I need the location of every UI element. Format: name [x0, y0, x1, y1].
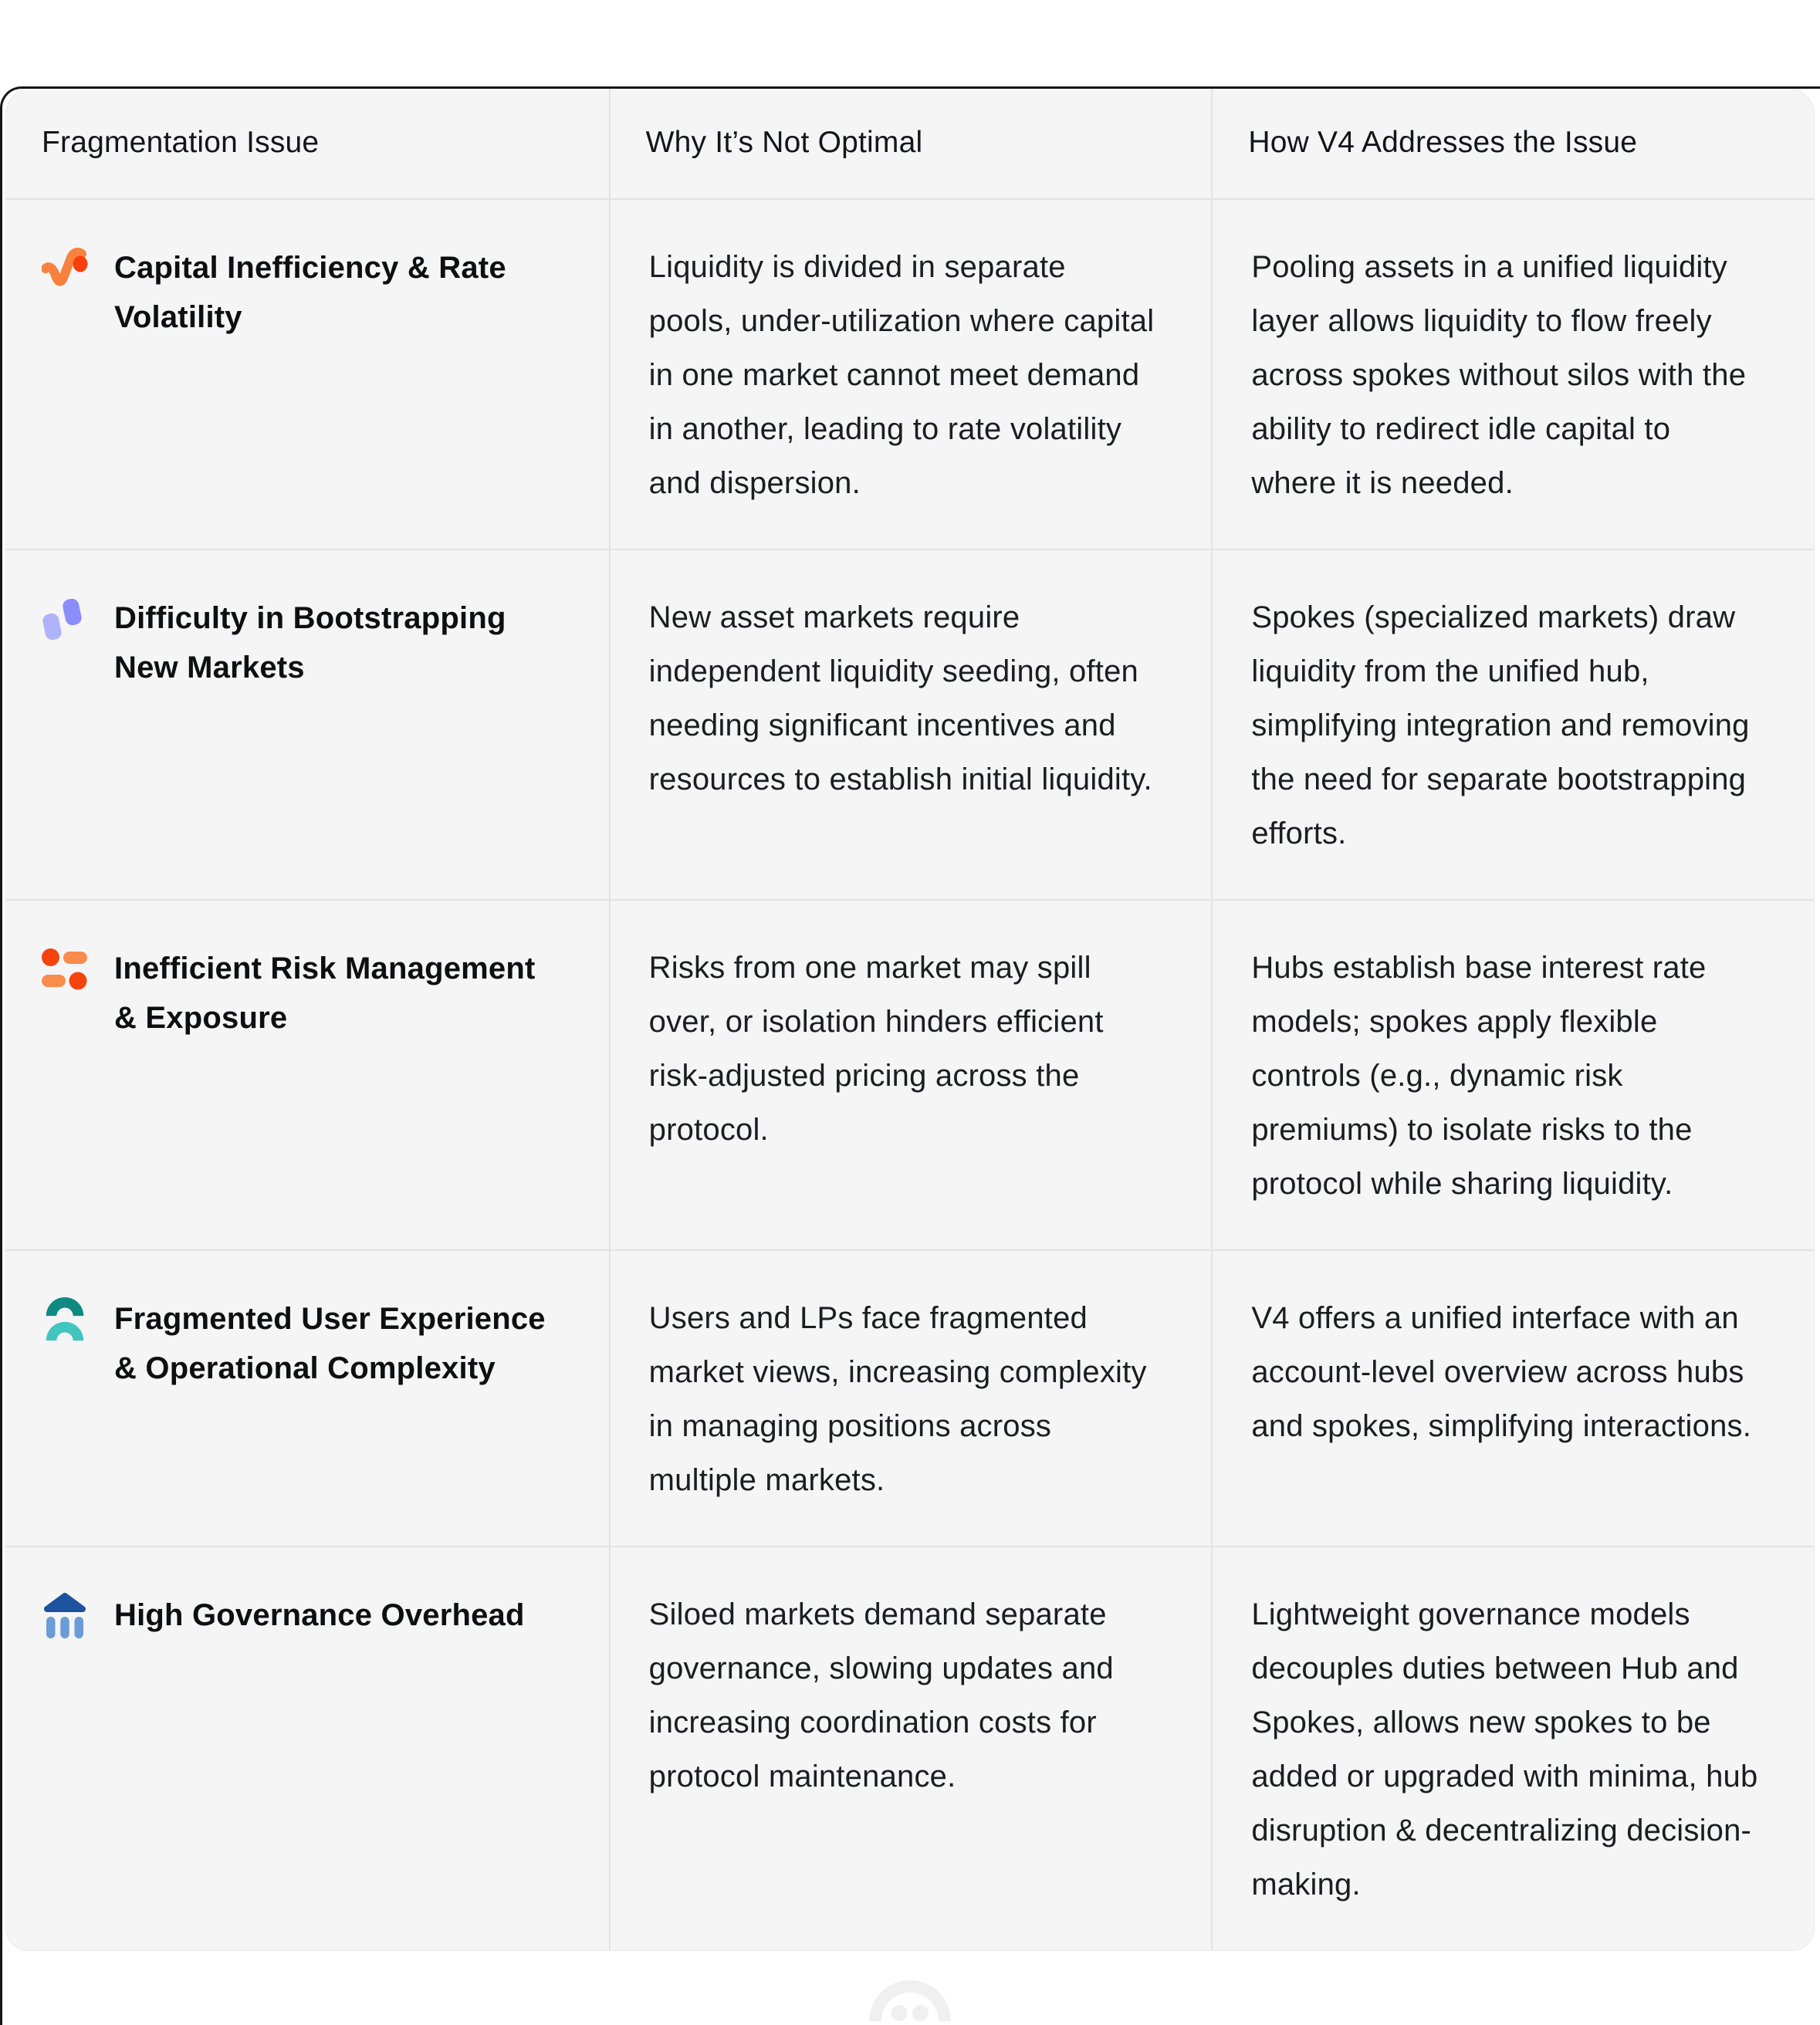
table-row [6, 1249, 1814, 1546]
fragmentation-comparison-table [5, 86, 1815, 1951]
why-text: Liquidity is divided in separate pools, under-utilization where capital in one market cannot meet demand in another, leading to rate volatility and dispersion. [648, 250, 1155, 500]
table-header-row [6, 87, 1814, 198]
why-text: New asset markets require independent liquidity seeding, often needing significant incentives and resources to establish initial liquidity. [648, 600, 1152, 796]
how-text: Lightweight governance models decouples duties between Hub and Spokes, allows new spokes to be added or upgraded with minima, hub disruption & decentralizing decision-making. [1251, 1597, 1758, 1902]
bootstrapping-markets-icon [42, 595, 88, 643]
issue-title: Capital Inefficiency & Rate Volatility [114, 251, 506, 334]
why-text: Users and LPs face fragmented market views, increasing complexity in managing positions across multiple markets. [648, 1301, 1147, 1497]
capital-inefficiency-icon [42, 245, 88, 292]
why-cell [609, 1251, 1212, 1546]
issue-cell [6, 901, 609, 1249]
why-cell [609, 550, 1212, 899]
how-cell [1211, 200, 1814, 549]
why-cell [609, 1547, 1212, 1950]
issue-title: Fragmented User Experience & Operational Complexity [114, 1302, 546, 1385]
fragmented-ux-icon [42, 1296, 88, 1344]
how-cell [1211, 550, 1814, 899]
how-cell [1211, 1547, 1814, 1950]
issue-title: High Governance Overhead [114, 1598, 525, 1632]
issue-cell [6, 1547, 609, 1950]
table-row [6, 549, 1814, 899]
table-row [6, 1546, 1814, 1950]
issue-title: Inefficient Risk Management & Exposure [114, 952, 536, 1035]
how-text: Pooling assets in a unified liquidity layer allows liquidity to flow freely across spokes without silos with the ability to redirect idle capital to where it is needed. [1251, 250, 1747, 500]
how-text: V4 offers a unified interface with an account-level overview across hubs and spokes, simplifying interactions. [1251, 1301, 1752, 1443]
header-how-v4-addresses: How V4 Addresses the Issue [1211, 87, 1814, 198]
arch-logo-icon [869, 1980, 951, 2021]
why-cell [609, 901, 1212, 1249]
header-why-not-optimal: Why It’s Not Optimal [609, 87, 1212, 198]
table-row [6, 198, 1814, 549]
issue-cell [6, 550, 609, 899]
how-text: Hubs establish base interest rate models; spokes apply flexible controls (e.g., dynamic risk premiums) to isolate risks to the protocol while sharing liquidity. [1251, 951, 1707, 1201]
risk-management-icon [42, 945, 88, 993]
issue-cell [6, 1251, 609, 1546]
issue-cell [6, 200, 609, 549]
why-text: Siloed markets demand separate governance, slowing updates and increasing coordination costs for protocol maintenance. [648, 1597, 1114, 1793]
why-cell [609, 200, 1212, 549]
why-text: Risks from one market may spill over, or isolation hinders efficient risk-adjusted pricing across the protocol. [648, 951, 1104, 1147]
issue-title: Difficulty in Bootstrapping New Markets [114, 601, 506, 685]
how-cell [1211, 901, 1814, 1249]
governance-overhead-icon [42, 1592, 88, 1640]
header-fragmentation-issue: Fragmentation Issue [42, 126, 320, 159]
table-row [6, 899, 1814, 1249]
how-cell [1211, 1251, 1814, 1546]
how-text: Spokes (specialized markets) draw liquidity from the unified hub, simplifying integration and removing the need for separate bootstrapping efforts. [1251, 600, 1750, 850]
